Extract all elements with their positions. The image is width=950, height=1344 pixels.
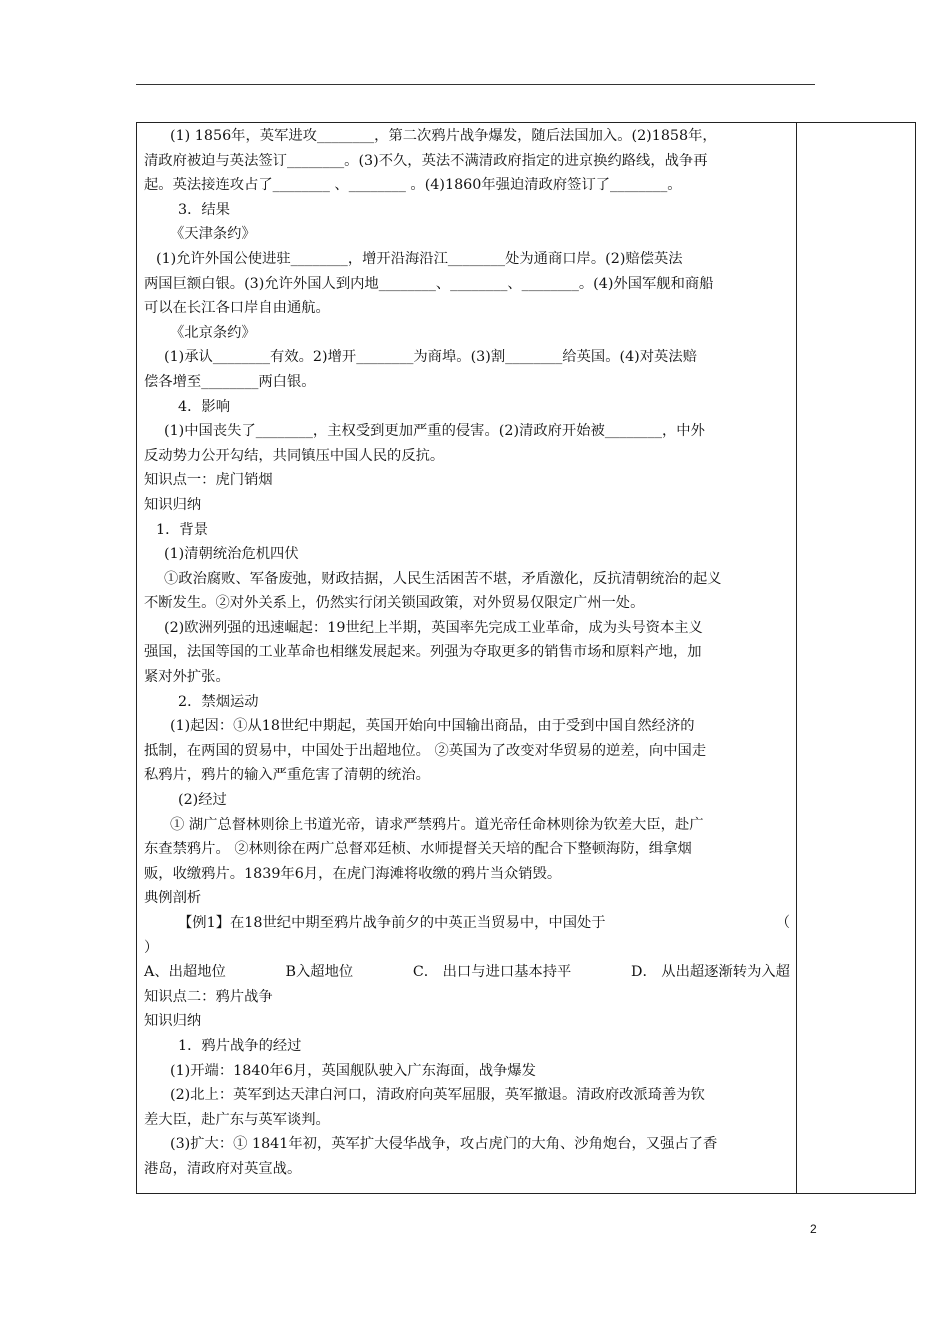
text-line: 4．影响 (178, 398, 230, 415)
text-line: 紧对外扩张。 (144, 669, 230, 686)
text-line: ① 湖广总督林则徐上书道光帝，请求严禁鸦片。道光帝任命林则徐为钦差大臣，赴广 (170, 816, 704, 833)
page-number: 2 (810, 1222, 817, 1236)
column-divider (796, 122, 797, 1194)
text-line: 两国巨额白银。(3)允许外国人到内地________、________、________。(4)外国军舰和商船 (144, 275, 714, 292)
text-line: ①政治腐败、军备废弛，财政拮据，人民生活困苦不堪，矛盾激化，反抗清朝统治的起义 (164, 570, 722, 587)
text-line: 清政府被迫与英法签订________。(3)不久，英法不满清政府指定的进京换约路线，战争再 (144, 152, 708, 169)
text-line: (1)清朝统治危机四伏 (164, 546, 299, 563)
example-bracket-open: （ (775, 915, 790, 931)
text-line: 差大臣，赴广东与英军谈判。 (144, 1111, 330, 1128)
text-line: 不断发生。②对外关系上，仍然实行闭关锁国政策，对外贸易仅限定广州一处。 (144, 595, 645, 612)
text-line: 典例剖析 (144, 890, 202, 907)
text-line: 《天津条约》 (170, 226, 256, 243)
text-line: 知识归纳 (144, 496, 202, 513)
text-line: 起。英法接连攻占了________ 、________ 。(4)1860年强迫清政府签订了________。 (144, 177, 682, 194)
section-lines-part1 (144, 124, 790, 911)
option-a: A、出超地位 (144, 964, 226, 981)
text-line: (2)欧洲列强的迅速崛起：19世纪上半期，英国率先完成工业革命，成为头号资本主义 (164, 619, 703, 636)
text-line: 知识点二：鸦片战争 (144, 988, 273, 1005)
text-line: 可以在长江各口岸自由通航。 (144, 300, 330, 317)
text-line: 私鸦片，鸦片的输入严重危害了清朝的统治。 (144, 767, 430, 784)
text-line: 贩，收缴鸦片。1839年6月，在虎门海滩将收缴的鸦片当众销毁。 (144, 865, 562, 882)
text-line: (1) 1856年，英军进攻________，第二次鸦片战争爆发，随后法国加入。(2)1858年， (170, 128, 717, 144)
text-line: 东查禁鸦片。 ②林则徐在两广总督邓廷桢、水师提督关天培的配合下整顿海防，缉拿烟 (144, 841, 692, 858)
header-rule (136, 84, 815, 85)
text-line: 《北京条约》 (170, 324, 256, 341)
example-options (144, 960, 790, 985)
text-line: 抵制，在两国的贸易中，中国处于出超地位。 ②英国为了改变对华贸易的逆差，向中国走 (144, 742, 707, 759)
text-line: (2)经过 (178, 792, 227, 809)
option-d: D． 从出超逐渐转为入超 (630, 964, 790, 981)
text-line: (1)承认________有效。2)增开________为商埠。(3)割________给英国。(4)对英法赔 (164, 349, 697, 366)
option-c: C． 出口与进口基本持平 (412, 964, 572, 981)
text-line: 反动势力公开勾结，共同镇压中国人民的反抗。 (144, 447, 445, 464)
text-line: (1)开端：1840年6月，英国舰队驶入广东海面，战争爆发 (170, 1062, 536, 1079)
text-line: 偿各增至________两白银。 (144, 373, 316, 390)
text-line: 1．背景 (156, 521, 208, 538)
text-line: 知识归纳 (144, 1013, 202, 1030)
text-line: 知识点一：虎门销烟 (144, 472, 273, 489)
text-line: 强国，法国等国的工业革命也相继发展起来。列强为夺取更多的销售市场和原料产地，加 (144, 644, 702, 661)
option-b: B入超地位 (285, 964, 354, 981)
text-line: 3．结果 (178, 201, 230, 218)
text-line: (2)北上：英军到达天津白河口，清政府向英军屈服，英军撤退。清政府改派琦善为钦 (170, 1087, 705, 1104)
text-line: 1．鸦片战争的经过 (178, 1037, 302, 1054)
text-line: (1)起因：①从18世纪中期起，英国开始向中国输出商品，由于受到中国自然经济的 (170, 718, 695, 735)
text-line: (3)扩大：① 1841年初，英军扩大侵华战争，攻占虎门的大角、沙角炮台，又强占了香 (170, 1136, 718, 1153)
example-question-text: 【例1】在18世纪中期至鸦片战争前夕的中英正当贸易中，中国处于 (178, 915, 606, 931)
text-line: (1)中国丧失了________，主权受到更加严重的侵害。(2)清政府开始被________，中外 (164, 423, 705, 440)
text-line: 2．禁烟运动 (178, 693, 259, 710)
text-line: (1)允许外国公使进驻________，增开沿海沿江________处为通商口岸。(2)赔偿英法 (156, 250, 683, 267)
text-line: 港岛，清政府对英宣战。 (144, 1160, 302, 1177)
example-question (144, 911, 790, 936)
example-bracket-close: ） (144, 939, 159, 956)
document-body (144, 124, 790, 1182)
section-lines-part2 (144, 985, 790, 1182)
